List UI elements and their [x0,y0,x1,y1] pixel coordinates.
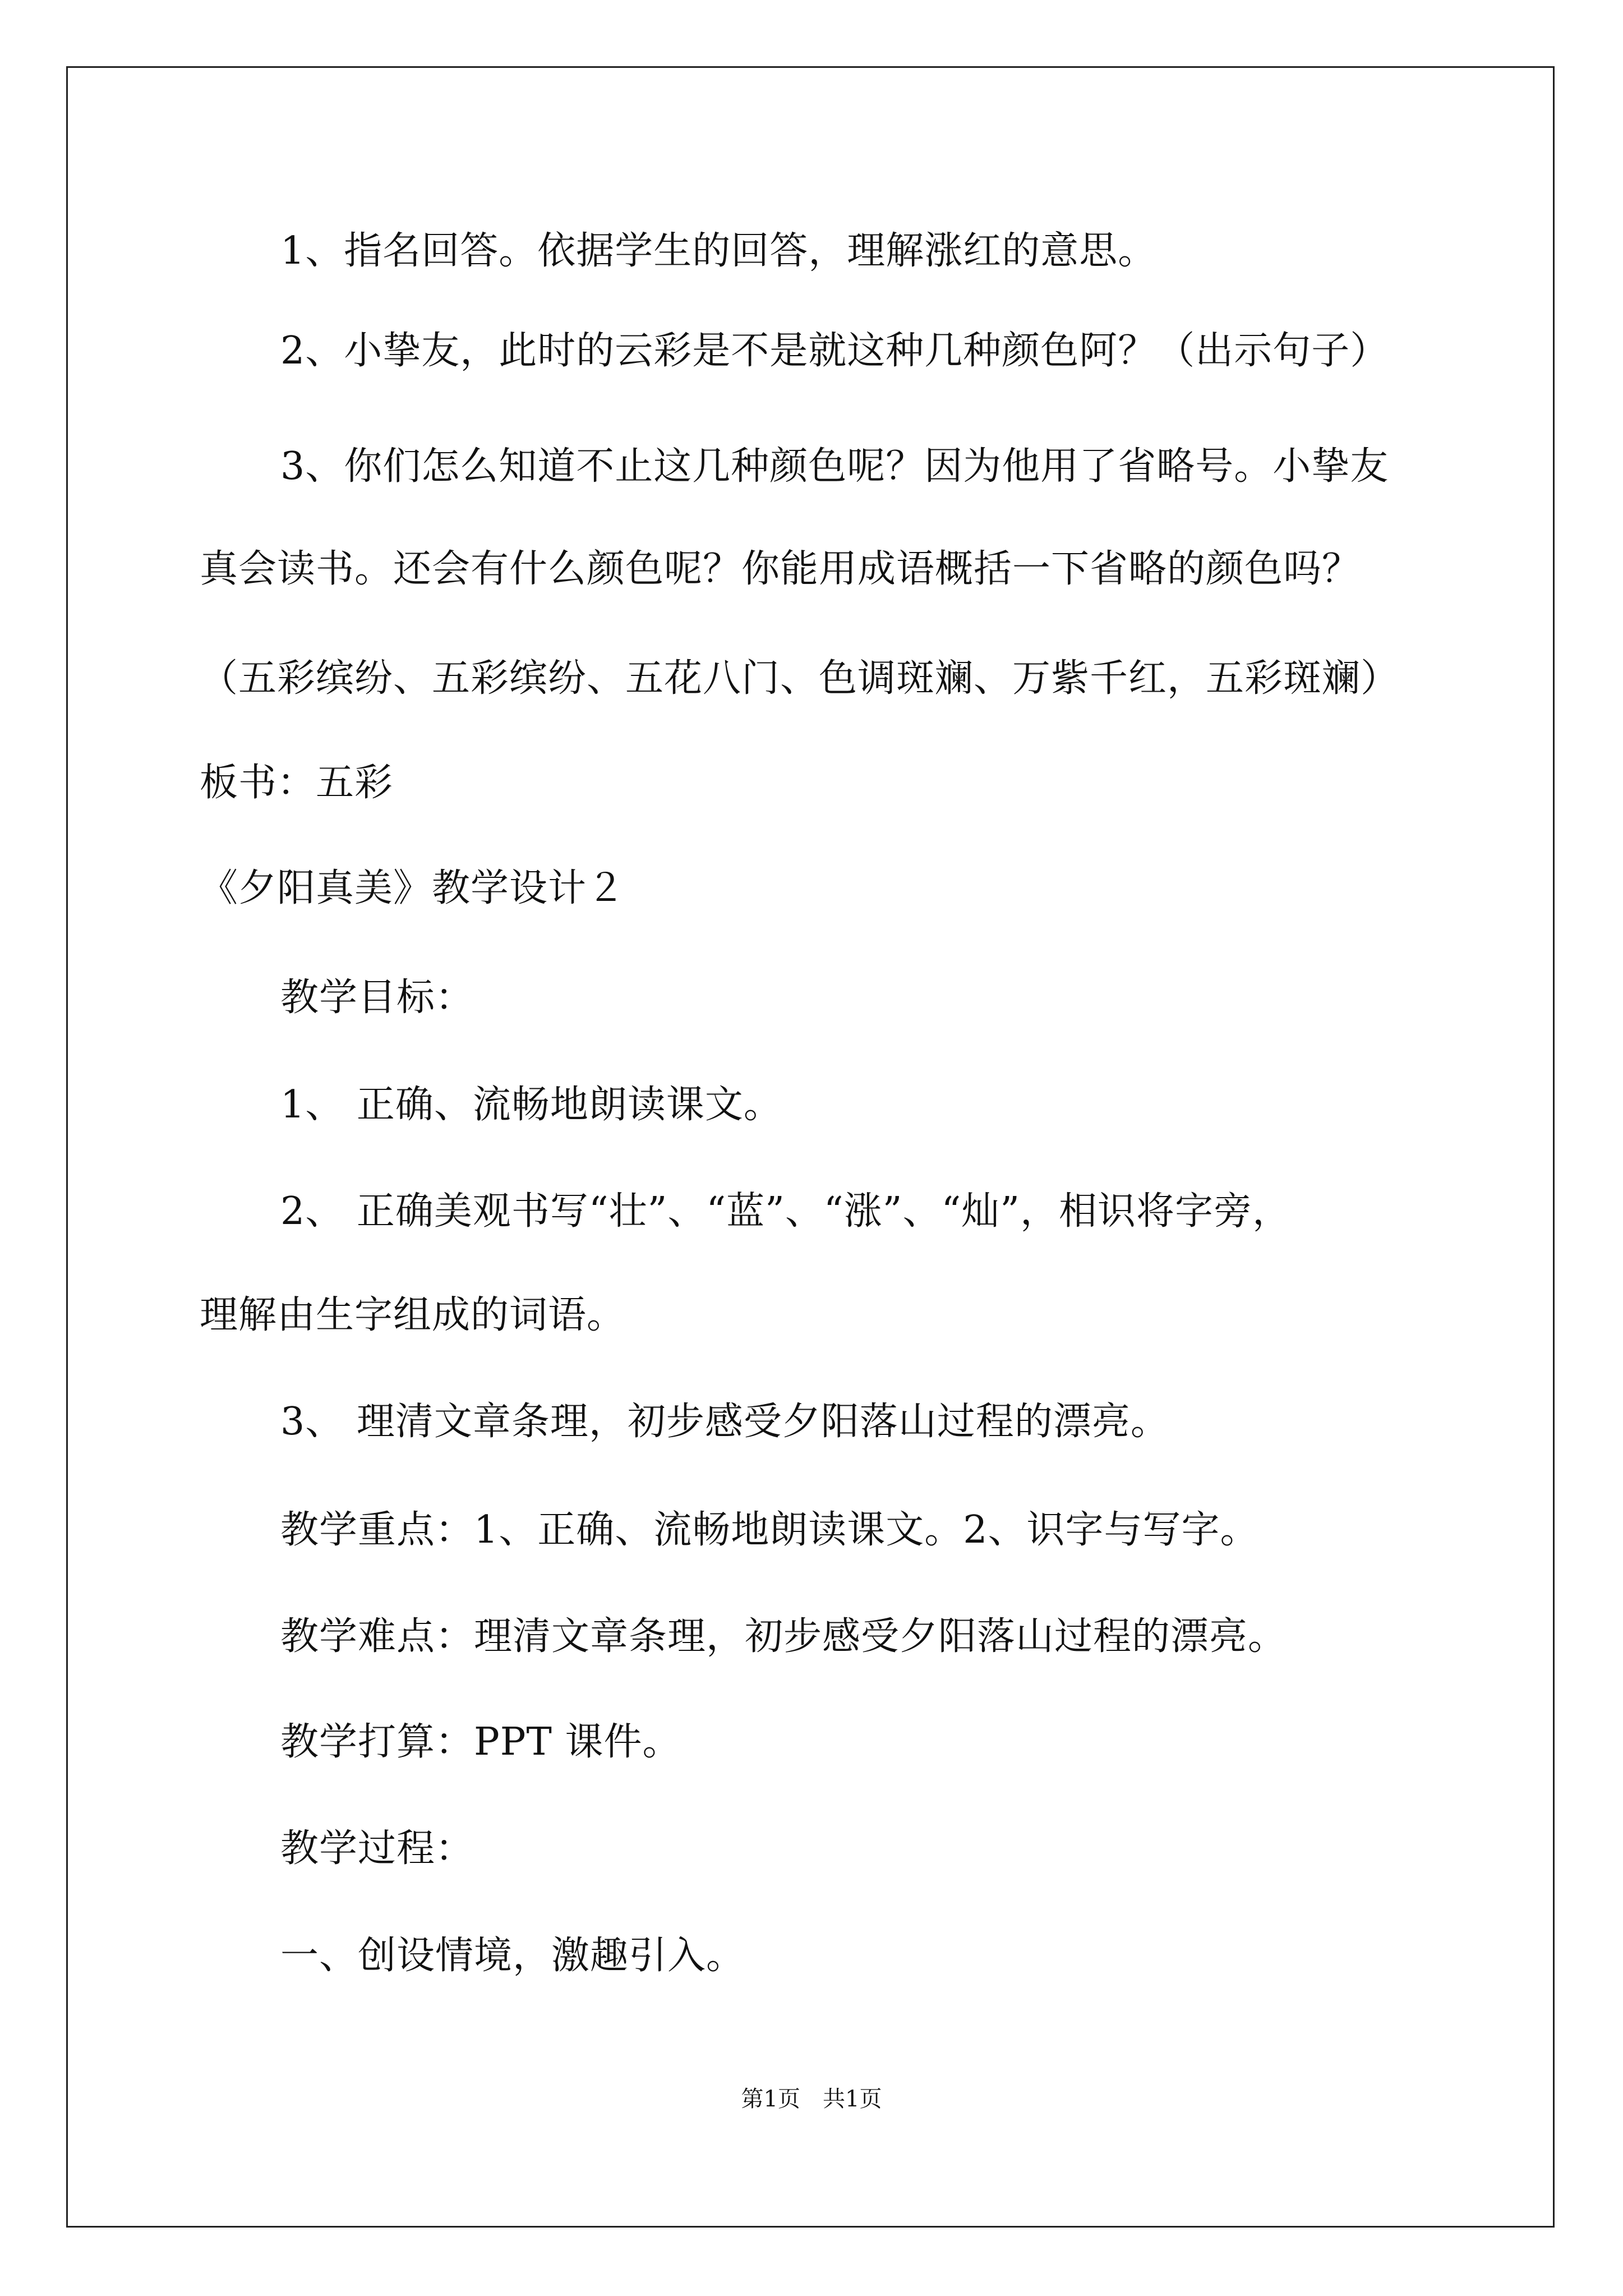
text-line: 教学打算：PPT 课件。 [280,1720,681,1764]
text-line: 教学重点：1、正确、流畅地朗读课文。2、识字与写字。 [280,1508,1259,1552]
text-line: （五彩缤纷、五彩缤纷、五花八门、色调斑斓、万紫千红，五彩斑斓） [200,656,1400,701]
text-line: 2、小挚友，此时的云彩是不是就这种几种颜色阿？（出示句子） [280,329,1389,373]
text-line: 教学难点：理清文章条理，初步感受夕阳落山过程的漂亮。 [280,1614,1287,1659]
text-line: 3、你们怎么知道不止这几种颜色呢？因为他用了省略号。小挚友 [280,444,1389,489]
text-line: 1、指名回答。依据学生的回答，理解涨红的意思。 [280,229,1157,273]
page-border [66,66,1555,2228]
page-footer: 第1页 共1页 [741,2086,882,2112]
text-line: 1、 正确、流畅地朗读课文。 [280,1083,782,1127]
text-line: 3、 理清文章条理，初步感受夕阳落山过程的漂亮。 [280,1400,1169,1444]
text-line: 教学过程： [280,1826,474,1871]
text-line: 真会读书。还会有什么颜色呢？你能用成语概括一下省略的颜色吗？ [200,547,1361,591]
section-heading: 《夕阳真美》教学设计２ [200,866,626,910]
text-line: 2、 正确美观书写“壮”、“蓝”、“涨”、“灿”，相识将字旁， [280,1189,1291,1234]
text-line: 板书：五彩 [200,761,394,805]
text-line: 理解由生字组成的词语。 [200,1293,626,1337]
text-line: 教学目标： [280,976,474,1020]
text-line: 一、创设情境，激趣引入。 [280,1934,745,1978]
